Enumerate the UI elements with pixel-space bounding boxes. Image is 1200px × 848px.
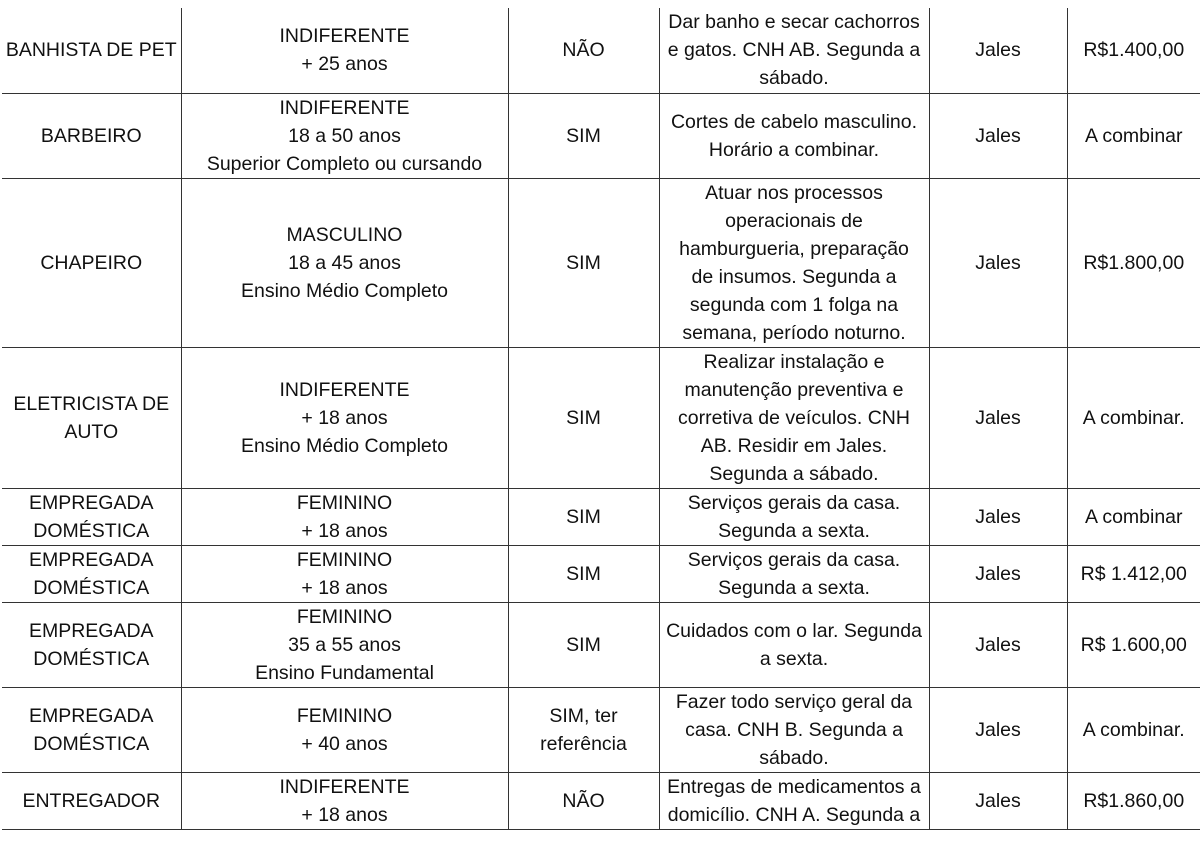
salary-cell: A combinar	[1067, 93, 1200, 178]
city-cell: Jales	[929, 602, 1067, 687]
salary-cell: A combinar.	[1067, 687, 1200, 772]
salary-cell: A combinar	[1067, 488, 1200, 545]
experience-required-cell: NÃO	[508, 8, 659, 93]
job-role-cell: BARBEIRO	[2, 93, 181, 178]
table-row	[2, 93, 1200, 178]
job-listings-table	[2, 8, 1200, 830]
candidate-profile-cell: FEMININO + 40 anos	[181, 687, 508, 772]
city-cell: Jales	[929, 545, 1067, 602]
salary-cell: R$1.800,00	[1067, 178, 1200, 347]
candidate-profile-cell: FEMININO + 18 anos	[181, 545, 508, 602]
table-row	[2, 178, 1200, 347]
city-cell: Jales	[929, 178, 1067, 347]
candidate-profile-cell: FEMININO + 18 anos	[181, 488, 508, 545]
candidate-profile-cell: INDIFERENTE + 25 anos	[181, 8, 508, 93]
table-row	[2, 545, 1200, 602]
candidate-profile-cell: FEMININO 35 a 55 anos Ensino Fundamental	[181, 602, 508, 687]
city-cell: Jales	[929, 772, 1067, 829]
table-row	[2, 602, 1200, 687]
experience-required-cell: SIM	[508, 602, 659, 687]
job-description-cell: Cortes de cabelo masculino. Horário a combinar.	[659, 93, 929, 178]
job-role-cell: CHAPEIRO	[2, 178, 181, 347]
job-description-cell: Fazer todo serviço geral da casa. CNH B. Segunda a sábado.	[659, 687, 929, 772]
salary-cell: R$ 1.412,00	[1067, 545, 1200, 602]
city-cell: Jales	[929, 347, 1067, 488]
candidate-profile-cell: INDIFERENTE + 18 anos Ensino Médio Completo	[181, 347, 508, 488]
experience-required-cell: NÃO	[508, 772, 659, 829]
job-role-cell: EMPREGADA DOMÉSTICA	[2, 687, 181, 772]
city-cell: Jales	[929, 8, 1067, 93]
table-row	[2, 8, 1200, 93]
job-role-cell: ELETRICISTA DE AUTO	[2, 347, 181, 488]
experience-required-cell: SIM, ter referência	[508, 687, 659, 772]
salary-cell: R$ 1.600,00	[1067, 602, 1200, 687]
candidate-profile-cell: INDIFERENTE 18 a 50 anos Superior Completo ou cursando	[181, 93, 508, 178]
job-description-cell: Cuidados com o lar. Segunda a sexta.	[659, 602, 929, 687]
salary-cell: R$1.860,00	[1067, 772, 1200, 829]
candidate-profile-cell: MASCULINO 18 a 45 anos Ensino Médio Completo	[181, 178, 508, 347]
salary-cell: R$1.400,00	[1067, 8, 1200, 93]
experience-required-cell: SIM	[508, 178, 659, 347]
experience-required-cell: SIM	[508, 488, 659, 545]
city-cell: Jales	[929, 93, 1067, 178]
job-description-cell: Atuar nos processos operacionais de hamburgueria, preparação de insumos. Segunda a segunda com 1 folga na semana, período noturno.	[659, 178, 929, 347]
experience-required-cell: SIM	[508, 347, 659, 488]
experience-required-cell: SIM	[508, 545, 659, 602]
job-description-cell: Entregas de medicamentos a domicílio. CNH A. Segunda a	[659, 772, 929, 829]
table-row	[2, 488, 1200, 545]
job-description-cell: Realizar instalação e manutenção preventiva e corretiva de veículos. CNH AB. Residir em Jales. Segunda a sábado.	[659, 347, 929, 488]
table-row	[2, 687, 1200, 772]
candidate-profile-cell: INDIFERENTE + 18 anos	[181, 772, 508, 829]
job-role-cell: BANHISTA DE PET	[2, 8, 181, 93]
job-role-cell: EMPREGADA DOMÉSTICA	[2, 488, 181, 545]
job-description-cell: Dar banho e secar cachorros e gatos. CNH AB. Segunda a sábado.	[659, 8, 929, 93]
job-description-cell: Serviços gerais da casa. Segunda a sexta.	[659, 545, 929, 602]
job-role-cell: EMPREGADA DOMÉSTICA	[2, 545, 181, 602]
job-description-cell: Serviços gerais da casa. Segunda a sexta.	[659, 488, 929, 545]
table-row	[2, 772, 1200, 829]
experience-required-cell: SIM	[508, 93, 659, 178]
salary-cell: A combinar.	[1067, 347, 1200, 488]
city-cell: Jales	[929, 488, 1067, 545]
city-cell: Jales	[929, 687, 1067, 772]
job-role-cell: EMPREGADA DOMÉSTICA	[2, 602, 181, 687]
table-row	[2, 347, 1200, 488]
job-role-cell: ENTREGADOR	[2, 772, 181, 829]
